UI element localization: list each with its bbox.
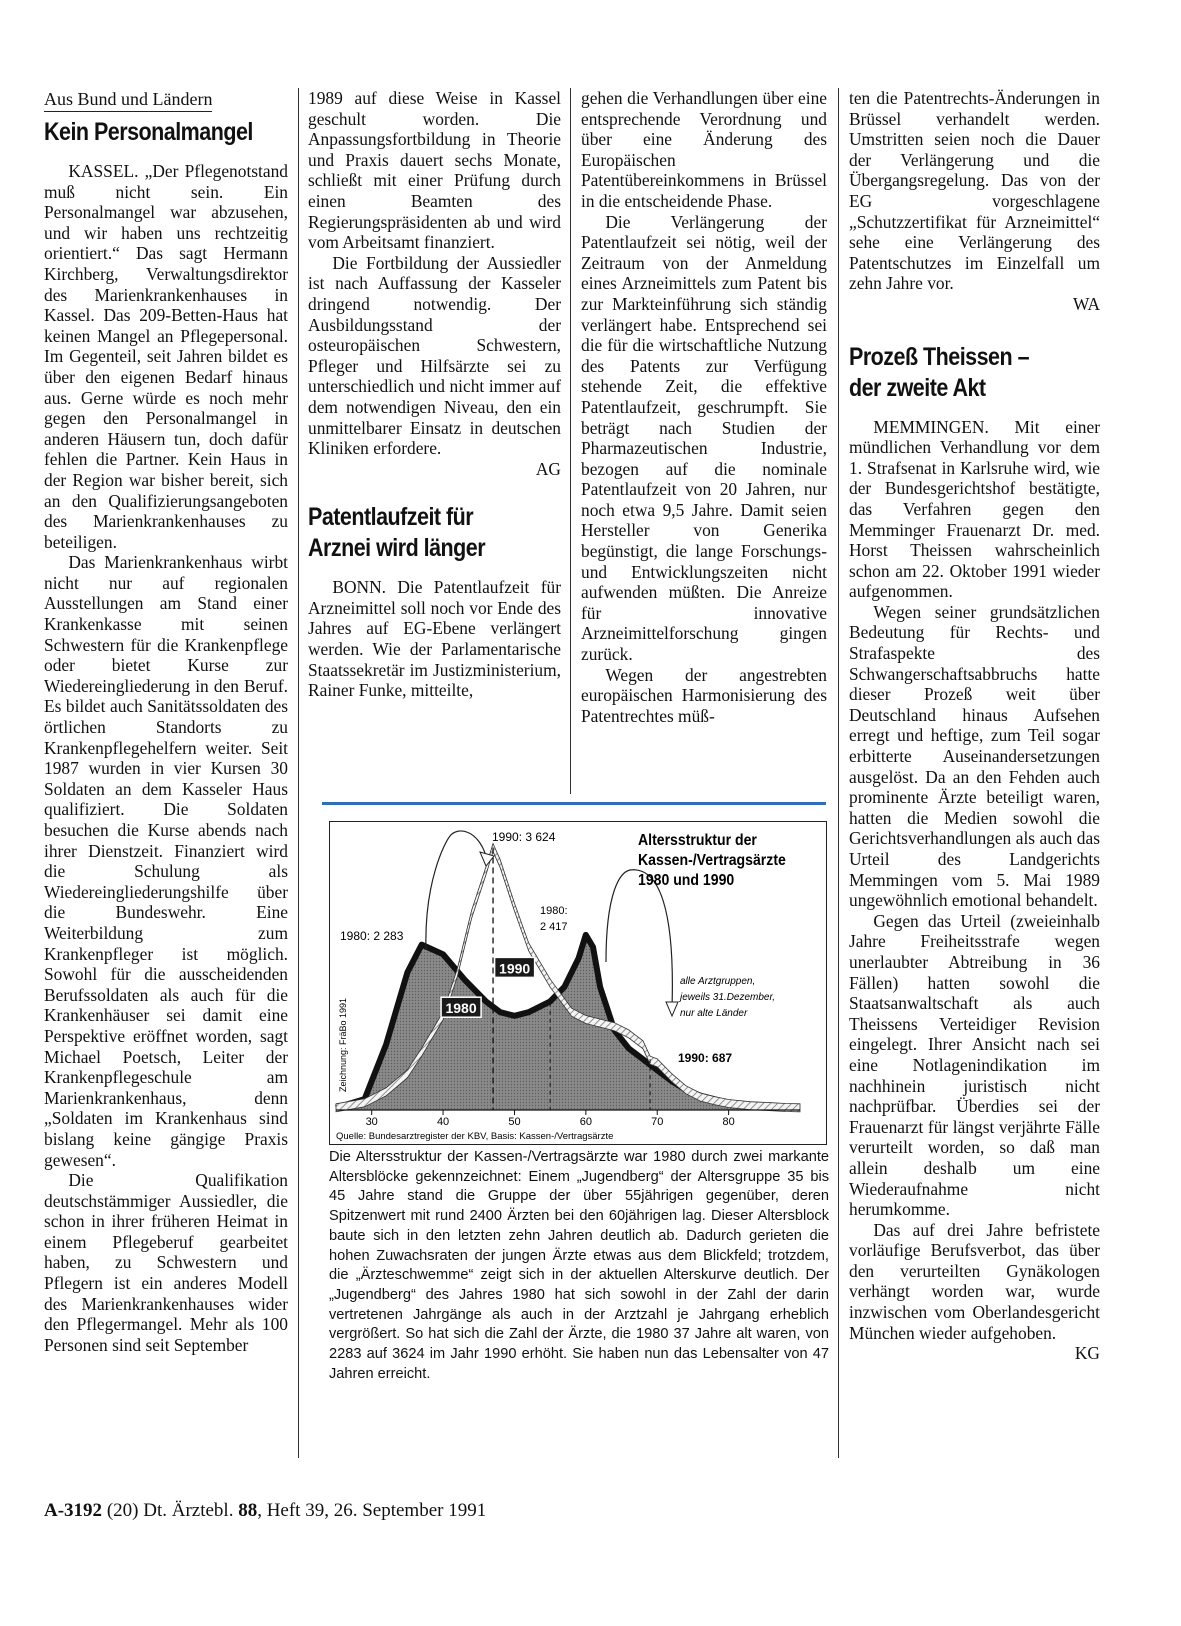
column-4 [849, 88, 1100, 1364]
paragraph: Die Verlängerung der Patentlaufzeit sei nötig, weil der Zeitraum von der Anmeldung eines Arzneimittels zum Patent bis zur Markteinführung sich ständig verlängert habe. Entsprechend sei die für die wirtschaftliche Nutzung des Patents zur Verfügung stehende Zeit, die effektive Patentlaufzeit, geschrumpft. Sie beträgt nach Studien der Pharmazeutischen Industrie, bezogen auf die nominale Patentlaufzeit von 20 Jahren, nur noch etwa 9,5 Jahre. Damit seien Hersteller von Generika begünstigt, die lange Forschungs- und Entwicklungszeiten nicht aufwenden müßten. Die Anreize für innovative Arzneimittelforschung gingen zurück. [581, 211, 827, 665]
column-2 [308, 88, 561, 701]
arrow-curve [606, 870, 672, 1008]
issue-info: (20) Dt. Ärztebl. [106, 1500, 234, 1521]
column-divider [838, 88, 839, 1458]
paragraph: Das Marienkrankenhaus wirbt nicht nur auf regionalen Ausstellungen am Stand einer Krankenkasse mit seinen Schwestern für die Krankenpflege oder bietet Kurse zur Wiedereingliederung in den Beruf. Es bildet auch Sanitätssoldaten des örtlichen Standorts zu Krankenpflegehelfern weiter. Seit 1987 wurden in vier Kursen 30 Soldaten an dem Kasseler Haus qualifiziert. Die Soldaten besuchen die Kurse abends nach ihrer Dienstzeit. Finanziert wird die Schulung als Wiedereingliederungshilfe über die Bundeswehr. Eine Weiterbildung zum Krankenpfleger ist möglich. Sowohl für die ausscheidenden Berufssoldaten als auch für die Krankenhäuser sei damit eine Perspektive eröffnet worden, sagt Michael Poetsch, Leiter der Krankenpflegeschule am Marienkrankenhaus, denn „Soldaten im Krankenhaus sind bislang keine gängige Praxis gewesen“. [44, 552, 288, 1170]
section-kicker: Aus Bund und Ländern [44, 88, 212, 112]
chart-caption: Die Altersstruktur der Kassen-/Vertragsärzte war 1980 durch zwei markante Altersblöcke gekennzeichnet: Einem „Jugendberg“ der Altersgruppe 35 bis 45 Jahre stand die Gruppe der über 55jährigen gegenüber, deren Spitzenwert mit rund 2400 Ärzten bei den 60jährigen lag. Dieser Altersblock baute sich in den letzten zehn Jahren deutlich ab. Dadurch gerieten die hohen Zuwachsraten der jungen Ärzte etwas aus dem Blickfeld; trotzdem, die „Ärzteschwemme“ zeigt sich in der aktuellen Alterskurve deutlich. Der „Jugendberg“ des Jahres 1980 hat sich sowohl in der Zahl der darin vertretenen Jahrgänge als auch in der Arztzahl je Jahrgang erheblich vergrößert. So hat sich die Zahl der Ärzte, die 1980 37 Jahre alt waren, von 2283 auf 3624 im Jahr 1990 erhöht. Sie haben nun das Lebensalter von 47 Jahren erreicht. [329, 1149, 829, 1382]
paragraph: 1989 auf diese Weise in Kassel geschult worden. Die Anpassungsfortbildung in Theorie und Praxis dauert sechs Monate, schließt mit einer Prüfung durch einen Beamten des Regierungspräsidenten ab und wird vom Arbeitsamt finanziert. [308, 88, 561, 253]
series-1980-area [336, 935, 800, 1110]
author-signature: AG [535, 458, 561, 479]
x-tick-label: 80 [722, 1116, 735, 1128]
author-signature: KG [1074, 1343, 1100, 1364]
column-divider [298, 88, 299, 1458]
paragraph: MEMMINGEN. Mit einer mündlichen Verhandlung vor dem 1. Strafsenat in Karlsruhe wird, wie der Bundesgerichtshof bestätigte, das Verfahren gegen den Memminger Frauenarzt Dr. med. Horst Theissen wahrscheinlich schon am 22. Oktober 1991 wieder aufgenommen. [849, 416, 1100, 602]
chart-title: 1980 und 1990 [638, 871, 735, 890]
article-headline: Arznei wird länger [308, 534, 486, 563]
column-3 [581, 88, 827, 726]
chart-title: Altersstruktur der [638, 831, 757, 850]
series-label-1990 [495, 957, 535, 977]
article-headline: Prozeß Theissen – [849, 342, 1030, 371]
paragraph: Gegen das Urteil (zweieinhalb Jahre Freiheitsstrafe wegen unerlaubter Abtreibung in 36 Fällen) hatten sowohl die Staatsanwaltschaft als auch Theissens Verteidiger Revision eingelegt. Ihrer Ansicht nach sei eine Notlagenindikation im nachhinein juristisch nicht nachprüfbar. Überdies sei der Frauenarzt für längst verjährte Fälle verurteilt worden, so daß man allein deshalb um eine Wiederaufnahme nicht herumkomme. [849, 910, 1100, 1220]
blue-divider [322, 802, 826, 805]
article-headline: der zweite Akt [849, 373, 986, 402]
issue-date: , Heft 39, 26. September 1991 [257, 1500, 487, 1521]
series-label-text: 1990 [499, 960, 531, 977]
paragraph: BONN. Die Patentlaufzeit für Arzneimittel soll noch vor Ende des Jahres auf EG-Ebene verlängert werden. Wie der Parlamentarische Staatssekretär im Justizministerium, Rainer Funke, mitteilte, [308, 577, 561, 701]
x-tick-label: 70 [651, 1116, 664, 1128]
peak-label-1990: 1990: 3 624 [492, 829, 556, 844]
chart-title: Kassen-/Vertragsärzte [638, 851, 786, 870]
series-label-1980 [441, 997, 481, 1017]
x-tick-label: 30 [365, 1116, 378, 1128]
arrow-head [666, 1002, 678, 1016]
chart-note: alle Arztgruppen, jeweils 31.Dezember, nur alte Länder [680, 976, 776, 1019]
paragraph: Wegen der angestrebten europäischen Harmonisierung des Patentrechtes müß- [581, 664, 827, 726]
paragraph: gehen die Verhandlungen über eine entsprechende Verordnung und über eine Änderung des Europäischen Patentübereinkommens in Brüssel in die entscheidende Phase. [581, 88, 827, 211]
peak-label-1980-young: 1980: 2 283 [340, 929, 404, 943]
age-structure-chart [329, 821, 827, 1145]
paragraph: Die Fortbildung der Aussiedler ist nach Auffassung der Kasseler dringend notwendig. Der Ausbildungsstand der osteuropäischen Schwestern, Pfleger und Hilfsärzte sei zu unterschiedlich und nicht immer auf dem notwendigen Niveau, den ein unmittelbarer Einsatz in deutschen Kliniken erfordere. [308, 252, 561, 459]
author-signature: WA [1072, 293, 1100, 314]
paragraph: Wegen seiner grundsätzlichen Bedeutung für Rechts- und Strafaspekte des Schwangerschaftsabbruchs hatte dieser Prozeß weit über Deutschland hinaus Aufsehen erregt und heftige, zum Teil sogar erbitterte Auseinandersetzungen ausgelöst. Da an den Fehden auch prominente Ärzte beteiligt waren, hatten die Medien sowohl die Gerichtsverhandlungen als auch das Urteil des Landgerichts Memmingen vom 5. Mai 1989 ungewöhnlich emotional behandelt. [849, 601, 1100, 911]
article-headline: Kein Personalmangel [44, 118, 253, 146]
chart-credit: Zeichnung: FräBo 1991 [338, 997, 348, 1092]
page-code: A-3192 [44, 1500, 103, 1521]
article-headline: Patentlaufzeit für [308, 503, 474, 532]
column-1 [44, 88, 288, 1355]
paragraph: Die Qualifikation deutschstämmiger Aussiedler, die schon in ihrer früheren Heimat in einem Pflegeberuf gearbeitet haben, zu Schwestern und Pflegern ist ein anderes Modell des Marienkrankenhauses wider den Pflegermangel. Mehr als 100 Personen sind seit September [44, 1170, 288, 1355]
paragraph: ten die Patentrechts-Änderungen in Brüssel verhandelt werden. Umstritten seien noch die Dauer der Verlängerung und die Übergangsregelung. Das von der EG vorgeschlagene „Schutzzertifikat für Arzneimittel“ sehe eine Verlängerung des Patentschutzes im Einzelfall um zehn Jahre vor. [849, 88, 1100, 294]
x-tick-label: 50 [508, 1116, 521, 1128]
x-tick-label: 60 [579, 1116, 592, 1128]
chart-svg [330, 822, 826, 1144]
paragraph: Das auf drei Jahre befristete vorläufige Berufsverbot, das über den verurteilten Gynäkologen verhängt worden war, wurde inzwischen vom Oberlandesgericht München wieder aufgehoben. [849, 1219, 1100, 1343]
end-label-1990: 1990: 687 [678, 1051, 733, 1065]
peak-label-1980-old: 1980: 2 417 [540, 905, 568, 933]
chart-source: Quelle: Bundesarztregister der KBV, Basis: Kassen-/Vertragsärzte [336, 1131, 614, 1142]
x-tick-label: 40 [436, 1116, 450, 1128]
arrow-curve [426, 831, 486, 950]
volume-number: 88 [238, 1500, 258, 1521]
paragraph: KASSEL. „Der Pflegenotstand muß nicht sein. Ein Personalmangel war abzusehen, und wir haben uns rechtzeitig orientiert.“ Das sagt Hermann Kirchberg, Verwaltungsdirektor des Marienkrankenhauses in Kassel. Das 209-Betten-Haus hat keinen Mangel an Pflegepersonal. Im Gegenteil, seit Jahren bildet es über den eigenen Bedarf hinaus aus. Gerne würde es noch mehr gegen den Personalmangel in anderen Häusern tun, doch dafür fehlen die Partner. Kein Haus in der Region war bisher bereit, sich an den Qualifizierungsangeboten des Marienkrankenhauses zu beteiligen. [44, 161, 288, 552]
column-divider [570, 88, 571, 794]
series-label-text: 1980 [445, 1000, 477, 1017]
page-footer [44, 1500, 486, 1522]
